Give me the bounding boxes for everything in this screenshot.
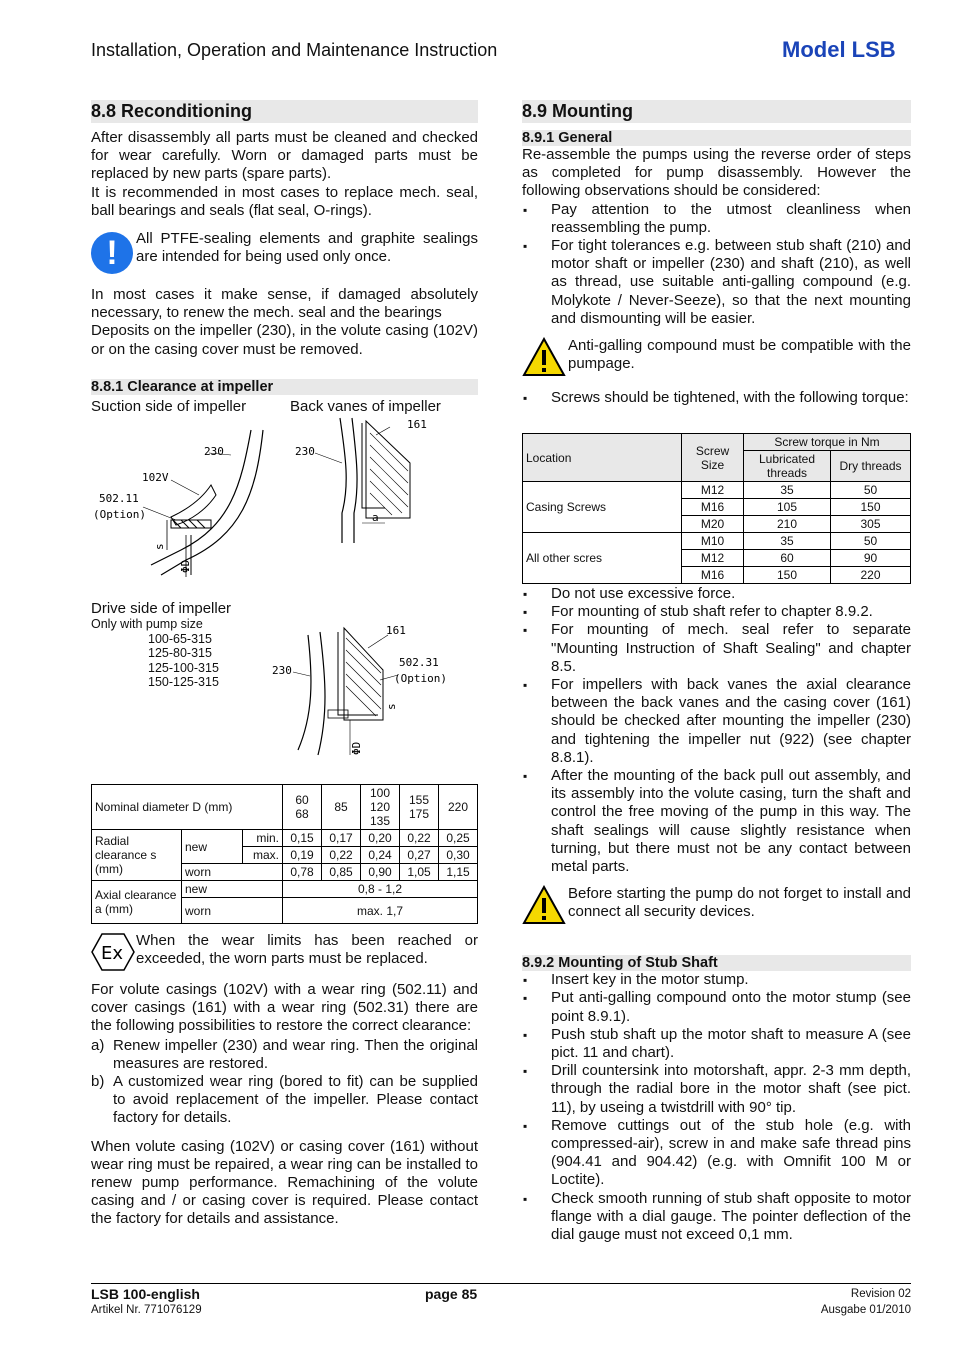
- label-230: 230: [204, 445, 224, 458]
- col-header: 60 68: [283, 785, 322, 830]
- other-label: All other scres: [523, 533, 682, 584]
- cell: M16: [682, 499, 744, 516]
- warning-triangle-icon: [522, 337, 566, 377]
- label-502-31: 502.31: [399, 656, 439, 669]
- list-item: ▪ Put anti-galling compound onto the motor stump (see point 8.9.1).: [522, 989, 911, 1025]
- bullet-list: [522, 971, 911, 1244]
- bullet-list: [522, 201, 911, 328]
- max-label: max.: [243, 847, 283, 864]
- list-item: ▪ For impellers with back vanes the axial clearance between the back vanes and the casing cover (161) should be checked after mounting the impeller (230) and tightening the impeller nut (922) (see chapter 8.8.1).: [522, 676, 911, 767]
- size-item: 125-80-315: [148, 646, 212, 660]
- label-230b: 230: [295, 445, 315, 458]
- paragraph: It is recommended in most cases to replace mech. seal, ball bearings and seals (flat seal, O-rings).: [91, 183, 478, 219]
- model-name: Model LSB: [782, 37, 896, 62]
- casing-label: Casing Screws: [523, 482, 682, 533]
- cell: M16: [682, 567, 744, 584]
- cell: 210: [744, 516, 831, 533]
- cell: 0,78: [283, 864, 322, 881]
- radial-label: Radial clearance s (mm): [92, 830, 182, 881]
- label-option: (Option): [93, 508, 146, 521]
- list-item: ▪ After the mounting of the back pull out assembly, and its assembly into the volute casing, turn the shaft and control the free moving of the pump in this way. The shaft sealings will cause slightly resistance when turning, but there must not be any contact between metal parts.: [522, 767, 911, 876]
- label-option-drive: (Option): [394, 672, 447, 685]
- list-item: ▪ Push stub shaft up the motor shaft to measure A (see pict. 11 and chart).: [522, 1026, 911, 1062]
- table-row: [523, 482, 911, 499]
- list-marker: b): [91, 1073, 105, 1091]
- paragraph: Re-assemble the pumps using the reverse order of steps as completed for pump disassembly. However the following observations should be considered:: [522, 146, 911, 200]
- footer-revision: Revision 02: [850, 1288, 911, 1300]
- warning-block: [522, 337, 911, 379]
- footer-issue: Ausgabe 01/2010: [820, 1304, 911, 1316]
- section-title-mounting: 8.9 Mounting: [522, 100, 911, 123]
- table-row: [523, 533, 911, 550]
- right-column: [522, 100, 911, 407]
- cell: 150: [744, 567, 831, 584]
- list-item: [91, 1037, 478, 1073]
- cell: 0,27: [400, 847, 439, 864]
- table-row: [92, 785, 478, 830]
- note-block: [91, 230, 478, 276]
- cell: 1,15: [439, 864, 478, 881]
- backvanes-label: Back vanes of impeller: [290, 397, 441, 415]
- cell: 0,25: [439, 830, 478, 847]
- lub-header: Lubricated threads: [744, 451, 831, 482]
- col-header: 220: [439, 785, 478, 830]
- svg-text:Ex: Ex: [101, 943, 124, 964]
- cell: 0,17: [322, 830, 361, 847]
- cell: 35: [744, 482, 831, 499]
- suction-side-diagram: [91, 425, 291, 585]
- footer-doc: LSB 100-english: [91, 1286, 200, 1302]
- list-item: [91, 1073, 478, 1128]
- subsection-title-general: 8.9.1 General: [522, 130, 911, 146]
- col-header: 100 120 135: [361, 785, 400, 830]
- label-phid-drive: ΦD: [350, 741, 363, 755]
- list-text: A customized wear ring (bored to fit) can be supplied to avoid replacement of the impeller. Please contact factory for details.: [113, 1073, 478, 1127]
- label-102v: 102V: [142, 471, 169, 484]
- col-header: 155 175: [400, 785, 439, 830]
- list-item: ▪ Pay attention to the utmost cleanliness when reassembling the pump.: [522, 201, 911, 237]
- cell: 105: [744, 499, 831, 516]
- label-502-11: 502.11: [99, 492, 139, 505]
- cell: 0,24: [361, 847, 400, 864]
- size-item: 125-100-315: [148, 660, 219, 675]
- bullet-list: [522, 585, 911, 876]
- drive-side-diagram: [268, 620, 448, 765]
- label-a: a: [372, 511, 379, 524]
- cell: M12: [682, 482, 744, 499]
- axial-new: 0,8 - 1,2: [283, 881, 478, 898]
- subsection-title-stub-shaft: 8.9.2 Mounting of Stub Shaft: [522, 955, 911, 971]
- header-title: Installation, Operation and Maintenance Instruction: [91, 40, 498, 60]
- label-phid: ΦD: [179, 559, 192, 573]
- drive-side-block: [91, 600, 291, 690]
- table-row: [92, 830, 478, 847]
- footer-rule: [91, 1283, 911, 1284]
- cell: 220: [831, 567, 911, 584]
- warning-text: Before starting the pump do not forget to install and connect all security devices.: [568, 885, 911, 921]
- paragraph: For volute casings (102V) with a wear ring (502.11) and cover casings (161) with a wear ring (502.31) there are the following possibilities to restore the correct clearance:: [91, 981, 478, 1035]
- cell: M12: [682, 550, 744, 567]
- right-lower: [522, 585, 911, 1244]
- warning-block: [522, 885, 911, 927]
- new-label: new: [182, 881, 283, 898]
- cell: 150: [831, 499, 911, 516]
- cell: 1,05: [400, 864, 439, 881]
- label-161-drive: 161: [386, 624, 406, 637]
- table-row: [92, 881, 478, 898]
- footer-page: page 85: [425, 1286, 478, 1302]
- worn-label: worn: [182, 864, 283, 881]
- list-item: ▪ For tight tolerances e.g. between stub shaft (210) and motor shaft or impeller (230) and shaft (210), as well as thread, use suitable anti-galling compound (e.g. Molykote / Never-Seeze), so that the next mounting and dismounting will be easier.: [522, 237, 911, 328]
- list-item: ▪ Drill countersink into motorshaft, appr. 2-3 mm depth, through the radial bore in the motor shaft (see pict. 11), by useing a twistdrill with 90° tip.: [522, 1062, 911, 1117]
- torque-table: [522, 433, 911, 584]
- cell: 0,20: [361, 830, 400, 847]
- cell: 0,15: [283, 830, 322, 847]
- worn-label: worn: [182, 898, 283, 924]
- new-label: new: [182, 830, 243, 864]
- cell: M20: [682, 516, 744, 533]
- axial-worn: max. 1,7: [283, 898, 478, 924]
- nominal-header: Nominal diameter D (mm): [92, 785, 283, 830]
- warning-triangle-icon: [522, 885, 566, 925]
- list-marker: a): [91, 1036, 105, 1054]
- drive-side-label: Drive side of impeller: [91, 600, 232, 617]
- size-item: 150-125-315: [148, 675, 219, 689]
- list-item: ▪ Screws should be tightened, with the following torque:: [522, 389, 911, 407]
- left-column: [91, 100, 478, 418]
- size-item: 100-65-315: [148, 631, 212, 646]
- dry-header: Dry threads: [831, 451, 911, 482]
- list-item: ▪ Do not use excessive force.: [522, 585, 911, 603]
- section-title-reconditioning: 8.8 Reconditioning: [91, 100, 478, 123]
- cell: 0,22: [322, 847, 361, 864]
- back-vanes-diagram: [290, 413, 430, 548]
- paragraph: In most cases it make sense, if damaged absolutely necessary, to renew the mech. seal and the bearings: [91, 286, 478, 322]
- list-item: ▪ Remove cuttings out of the stub hole (e.g. with compressed-air), screw in and make safe thread pins (904.41 and 904.42) (e.g. with Omnifit 100 M or Loctite).: [522, 1117, 911, 1190]
- cell: 50: [831, 482, 911, 499]
- torque-header: Screw torque in Nm: [744, 434, 911, 451]
- list-text: Renew impeller (230) and wear ring. Then the original measures are restored.: [113, 1036, 478, 1072]
- axial-label: Axial clearance a (mm): [92, 881, 182, 924]
- cell: 0,30: [439, 847, 478, 864]
- exclamation-icon: !: [91, 232, 133, 274]
- list-item: ▪ Check smooth running of stub shaft opposite to motor flange with a dial gauge. The pointer deflection of the dial gauge must not exceed 0,1 mm.: [522, 1190, 911, 1245]
- cell: 0,19: [283, 847, 322, 864]
- note-text: All PTFE-sealing elements and graphite sealings are intended for being used only once.: [136, 230, 478, 266]
- cell: 0,90: [361, 864, 400, 881]
- clearance-table: [91, 784, 478, 924]
- footer-article: Artikel Nr. 771076129: [91, 1304, 202, 1316]
- cell: 50: [831, 533, 911, 550]
- cell: 0,22: [400, 830, 439, 847]
- cell: 0,85: [322, 864, 361, 881]
- paragraph: Deposits on the impeller (230), in the volute casing (102V) or on the casing cover must be removed.: [91, 322, 478, 358]
- label-230-drive: 230: [272, 664, 292, 677]
- label-161: 161: [407, 418, 427, 431]
- paragraph: After disassembly all parts must be cleaned and checked for wear carefully. Worn or damaged parts must be replaced by new parts (spare parts).: [91, 129, 478, 183]
- subsection-title-clearance: 8.8.1 Clearance at impeller: [91, 379, 478, 395]
- list-item: ▪ Insert key in the motor stump.: [522, 971, 911, 989]
- list-item: ▪ For mounting of stub shaft refer to chapter 8.9.2.: [522, 603, 911, 621]
- cell: 60: [744, 550, 831, 567]
- list-item: ▪ For mounting of mech. seal refer to separate "Mounting Instruction of Shaft Sealing" and chapter 8.5.: [522, 621, 911, 676]
- cell: 90: [831, 550, 911, 567]
- ex-note-block: [91, 932, 478, 972]
- left-lower: [91, 932, 478, 1229]
- warning-text: Anti-galling compound must be compatible with the pumpage.: [568, 337, 911, 373]
- paragraph: When volute casing (102V) or casing cover (161) without wear ring must be repaired, a wear ring can be installed to renew pump performance. Remachining of the volute casing and / or casing cover is required. Please contact the factory for details and assistance.: [91, 1137, 478, 1228]
- col-header: 85: [322, 785, 361, 830]
- label-s: s: [153, 543, 166, 550]
- cell: 35: [744, 533, 831, 550]
- explosion-protection-icon: [91, 932, 135, 972]
- cell: M10: [682, 533, 744, 550]
- table-row: [523, 434, 911, 451]
- suction-label: Suction side of impeller: [91, 397, 247, 415]
- location-header: Location: [523, 434, 682, 482]
- size-header: Screw Size: [682, 434, 744, 482]
- label-s-drive: s: [385, 703, 398, 710]
- note-text: When the wear limits has been reached or exceeded, the worn parts must be replaced.: [136, 932, 478, 968]
- min-label: min.: [243, 830, 283, 847]
- cell: 305: [831, 516, 911, 533]
- only-label: Only with pump size: [91, 617, 203, 631]
- bullet-list: [522, 389, 911, 407]
